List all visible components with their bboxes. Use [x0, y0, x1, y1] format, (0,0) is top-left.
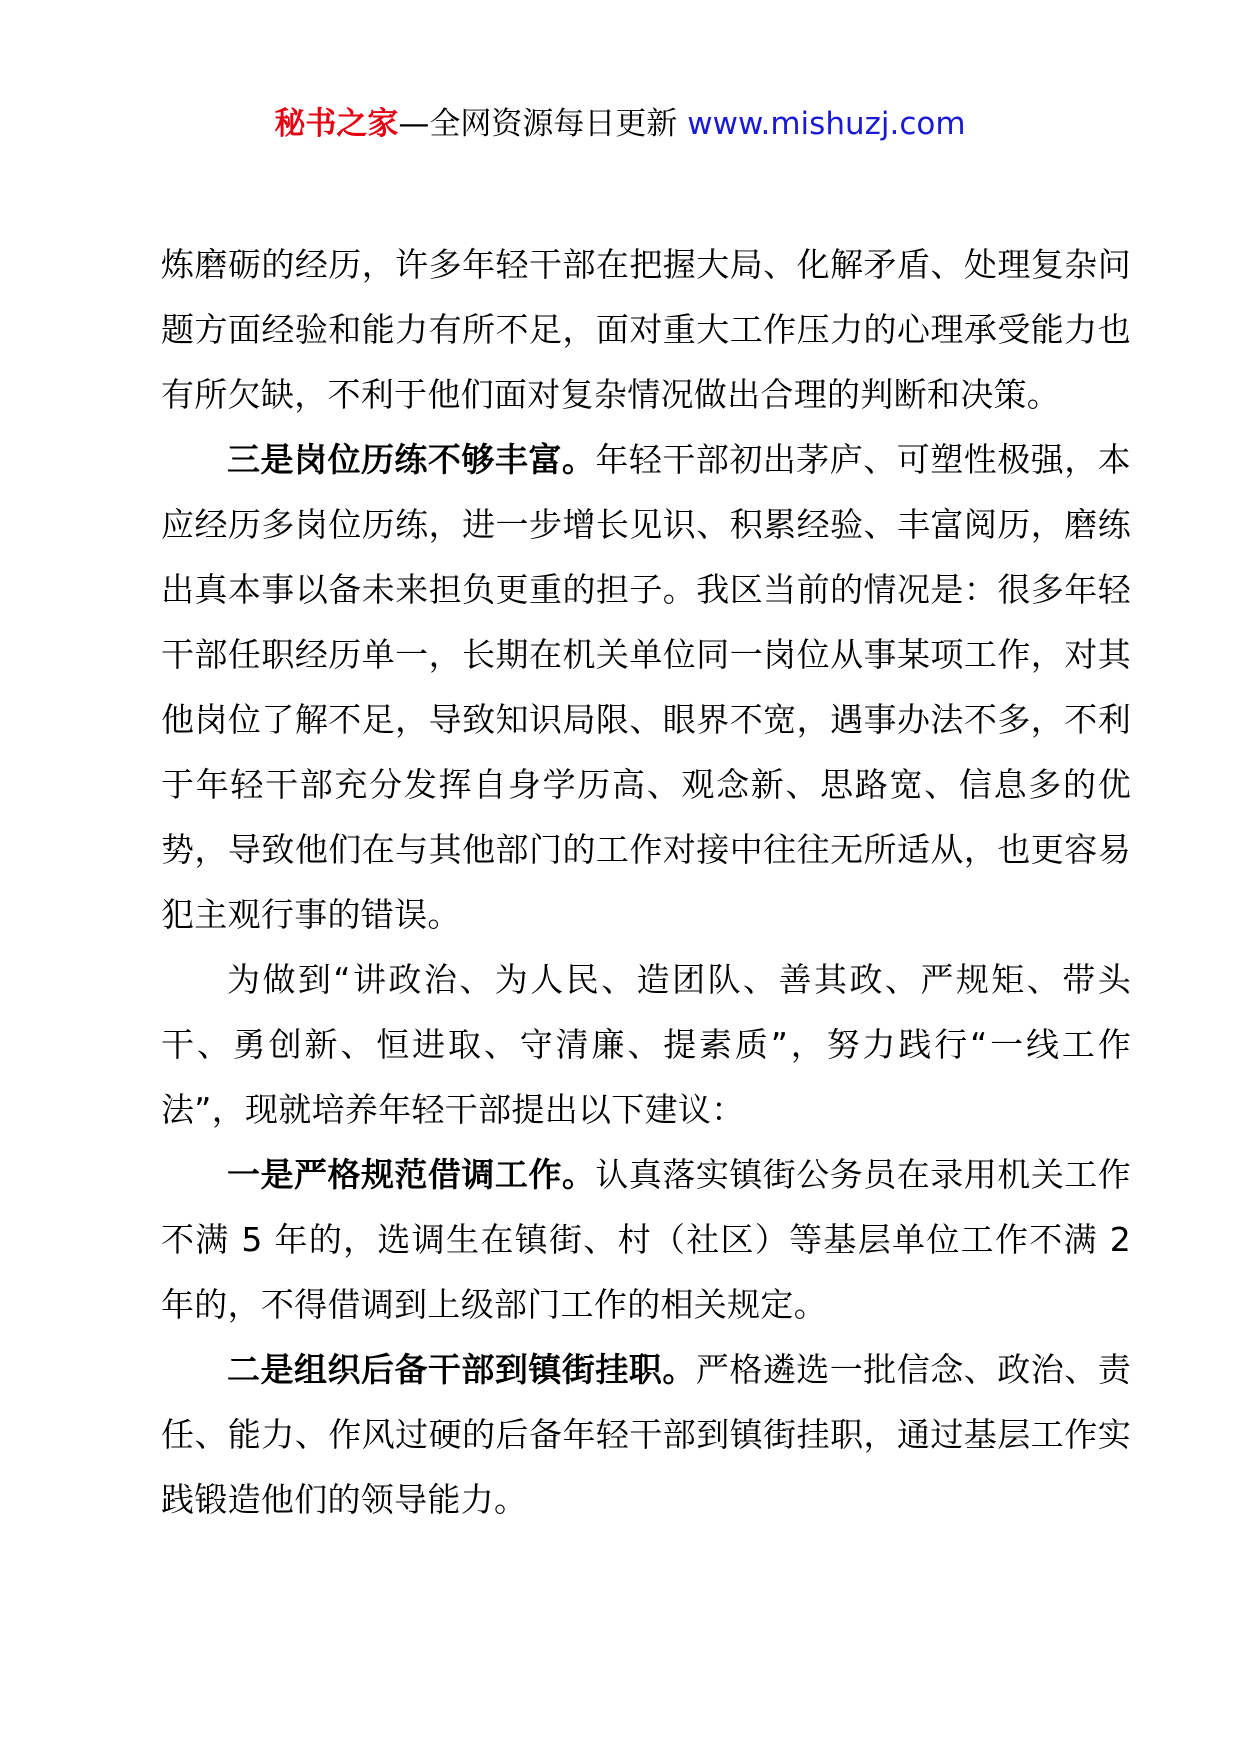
- brand-name: 秘书之家: [274, 106, 399, 142]
- paragraph-heading: 三是岗位历练不够丰富。: [227, 440, 596, 479]
- paragraph-text: 年轻干部初出茅庐、可塑性极强，本应经历多岗位历练，进一步增长见识、积累经验、丰富阅历，磨练出真本事以备未来担负更重的担子。我区当前的情况是：很多年轻干部任职经历单一，长期在机关单位同一岗位从事某项工作，对其他岗位了解不足，导致知识局限、眼界不宽，遇事办法不多，不利于年轻干部充分发挥自身学历高、观念新、思路宽、信息多的优势，导致他们在与其他部门的工作对接中往往无所适从，也更容易犯主观行事的错误。: [161, 440, 1131, 934]
- site-url-link[interactable]: www.mishuzj.com: [687, 106, 966, 142]
- paragraph-proposal-intro: [161, 947, 1131, 1142]
- paragraph-text: 炼磨砺的经历，许多年轻干部在把握大局、化解矛盾、处理复杂问题方面经验和能力有所不足，面对重大工作压力的心理承受能力也有所欠缺，不利于他们面对复杂情况做出合理的判断和决策。: [161, 245, 1131, 414]
- paragraph-text: 严格遴选一批信念、政治、责任、能力、作风过硬的后备年轻干部到镇街挂职，通过基层工作实践锻造他们的领导能力。: [161, 1350, 1132, 1519]
- paragraph-heading: 二是组织后备干部到镇街挂职。: [227, 1350, 696, 1389]
- header-tagline: —全网资源每日更新: [398, 106, 678, 142]
- paragraph-continuation: [161, 232, 1131, 427]
- paragraph-point-three: [161, 427, 1131, 947]
- document-body: [161, 232, 1131, 1532]
- paragraph-heading: 一是严格规范借调工作。: [227, 1155, 596, 1194]
- paragraph-suggestion-two: [161, 1337, 1131, 1532]
- paragraph-suggestion-one: [161, 1142, 1131, 1337]
- paragraph-text: 认真落实镇街公务员在录用机关工作不满 5 年的，选调生在镇街、村（社区）等基层单位工作不满 2 年的，不得借调到上级部门工作的相关规定。: [161, 1155, 1131, 1324]
- page-header: [0, 102, 1240, 146]
- paragraph-text: 为做到“讲政治、为人民、造团队、善其政、严规矩、带头干、勇创新、恒进取、守清廉、提素质”，努力践行“一线工作法”，现就培养年轻干部提出以下建议：: [161, 960, 1131, 1129]
